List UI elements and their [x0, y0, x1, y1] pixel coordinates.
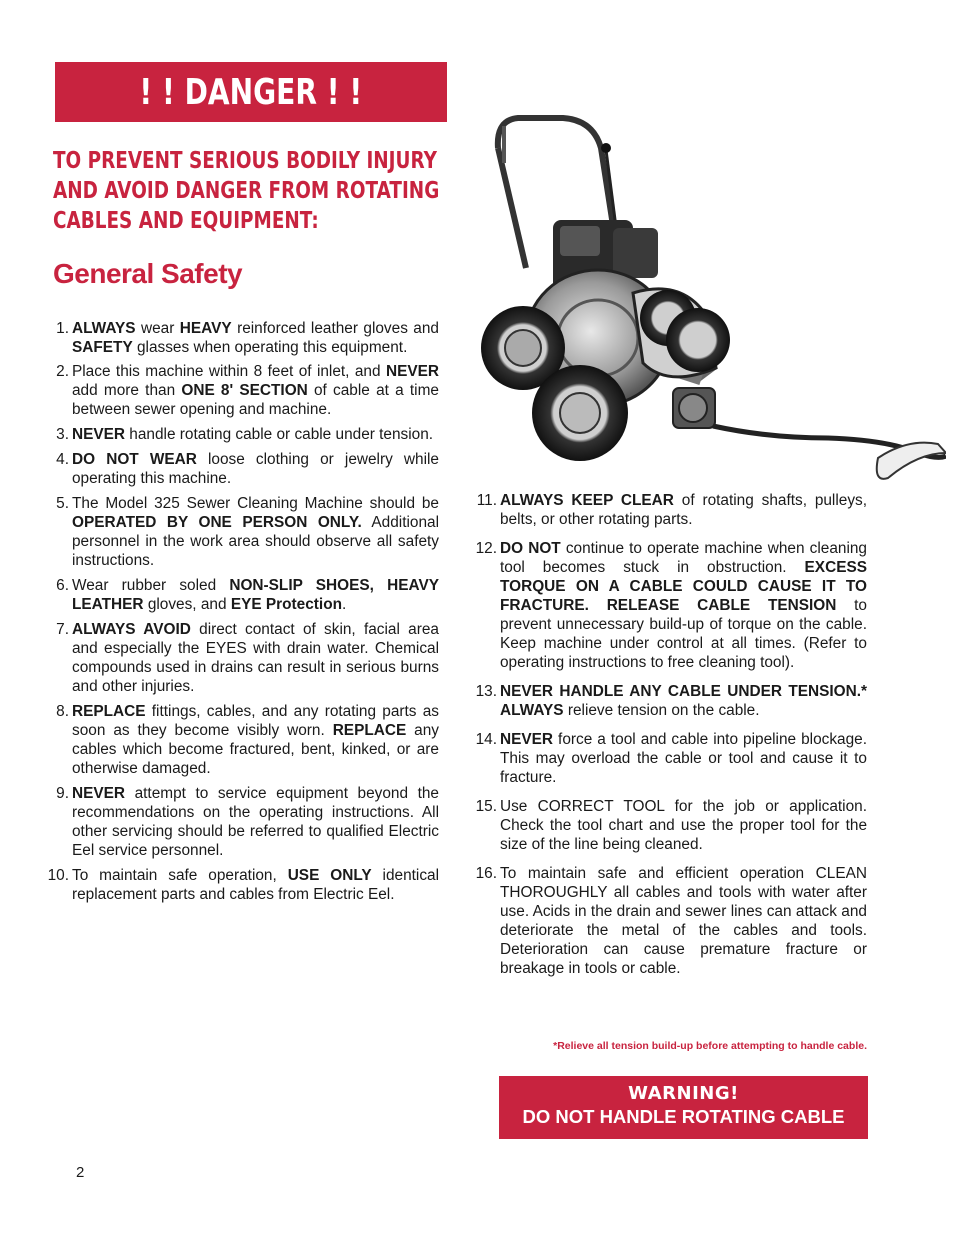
- rule-emphasis: ALWAYS KEEP CLEAR: [500, 492, 674, 509]
- safety-rule: [475, 730, 867, 787]
- rule-number: 12.: [475, 540, 497, 557]
- rule-number: 2.: [56, 363, 69, 380]
- rule-emphasis: EYE Protection: [230, 596, 343, 613]
- prevent-heading-line: AND AVOID DANGER FROM ROTATING: [53, 178, 440, 204]
- warning-title: WARNING!: [628, 1083, 739, 1104]
- rule-number: 13.: [475, 683, 497, 700]
- rule-number: 11.: [476, 492, 497, 509]
- footnote: *Relieve all tension build-up before attempting to handle cable.: [553, 1040, 867, 1052]
- safety-rules-right: [475, 491, 867, 978]
- rule-emphasis: REPLACE: [72, 703, 146, 720]
- rule-number: 9.: [56, 785, 69, 802]
- rule-emphasis: ALWAYS AVOID: [72, 621, 191, 638]
- rule-text: Wear rubber soled NON-SLIP SHOES, HEAVY LEATHER gloves, and EYE Protection.: [72, 577, 439, 613]
- safety-rule: [475, 682, 867, 720]
- safety-rule: [56, 319, 439, 357]
- rule-number: 14.: [475, 731, 497, 748]
- page-number: 2: [76, 1164, 85, 1181]
- rule-emphasis: USE ONLY: [287, 867, 372, 884]
- rule-text: NEVER handle rotating cable or cable under tension.: [72, 426, 434, 443]
- rule-number: 8.: [56, 703, 69, 720]
- rule-emphasis: NON-SLIP SHOES, HEAVY LEATHER: [72, 577, 439, 613]
- warning-box: [499, 1076, 868, 1139]
- rule-number: 3.: [56, 426, 69, 443]
- rule-text: ALWAYS KEEP CLEAR of rotating shafts, pulleys, belts, or other rotating parts.: [500, 492, 867, 528]
- rule-number: 16.: [475, 865, 497, 882]
- prevent-heading-line: CABLES AND EQUIPMENT:: [53, 208, 319, 234]
- rule-number: 4.: [56, 451, 69, 468]
- rule-emphasis: ONE 8' SECTION: [181, 382, 308, 399]
- rule-text: DO NOT WEAR loose clothing or jewelry while operating this machine.: [72, 451, 439, 487]
- rule-emphasis: REPLACE: [332, 722, 407, 739]
- safety-rule: [47, 866, 440, 904]
- rule-text: NEVER force a tool and cable into pipeline blockage. This may overload the cable or tool and cause it to fracture.: [500, 731, 867, 786]
- rule-text: To maintain safe and efficient operation CLEAN THOROUGHLY all cables and tools with water after use. Acids in the drain and sewer lines can attack and deteriorate the metal of the cables and tools. Deterioration can cause premature fracture or breakage in tools or cable.: [500, 865, 867, 977]
- rule-number: 10.: [47, 867, 69, 884]
- rule-emphasis: NEVER HANDLE ANY CABLE UNDER TENSION.* ALWAYS: [500, 683, 867, 719]
- rule-number: 1.: [56, 320, 69, 337]
- safety-rule: [56, 450, 439, 488]
- safety-rule: [56, 576, 439, 614]
- section-title: General Safety: [53, 258, 243, 289]
- safety-rule: [475, 797, 867, 854]
- safety-rule: [476, 491, 867, 529]
- rule-number: 15.: [475, 798, 497, 815]
- machine-illustration: [468, 108, 946, 498]
- prevent-heading-line: TO PREVENT SERIOUS BODILY INJURY: [53, 148, 437, 174]
- rule-text: Use CORRECT TOOL for the job or application. Check the tool chart and use the proper tool for the size of the line being cleaned.: [500, 798, 867, 853]
- rule-text: REPLACE fittings, cables, and any rotating parts as soon as they become visibly worn. REPLACE any cables which become fractured, bent, kinked, or are otherwise damaged.: [72, 703, 439, 777]
- prevent-heading: [53, 146, 473, 236]
- rule-text: Place this machine within 8 feet of inlet, and NEVER add more than ONE 8' SECTION of cable at a time between sewer opening and machine.: [72, 363, 439, 418]
- safety-rule: [475, 539, 867, 672]
- rule-text: NEVER HANDLE ANY CABLE UNDER TENSION.* ALWAYS relieve tension on the cable.: [500, 683, 867, 719]
- safety-rule: [56, 362, 439, 419]
- rule-text: ALWAYS wear HEAVY reinforced leather gloves and SAFETY glasses when operating this equipment.: [72, 320, 439, 356]
- rule-number: 7.: [56, 621, 69, 638]
- rule-text: DO NOT continue to operate machine when cleaning tool becomes stuck in obstruction. EXCESS TORQUE ON A CABLE COULD CAUSE IT TO FRACTURE. RELEASE CABLE TENSION to prevent unnecessary build-up of torque on the cable. Keep machine under control at all times. (Refer to operating instructions to free cleaning tool).: [500, 540, 867, 671]
- rule-emphasis: NEVER: [72, 426, 126, 443]
- rule-text: To maintain safe operation, USE ONLY identical replacement parts and cables from Electric Eel.: [72, 867, 440, 903]
- rule-emphasis: DO NOT: [500, 540, 561, 557]
- safety-rule: [56, 620, 439, 696]
- rule-emphasis: HEAVY: [179, 320, 232, 337]
- rule-emphasis: OPERATED BY ONE PERSON ONLY.: [72, 514, 362, 531]
- rule-number: 5.: [56, 495, 69, 512]
- rule-text: NEVER attempt to service equipment beyond the recommendations on the operating instructions. All other servicing should be referred to qualified Electric Eel service personnel.: [72, 785, 439, 859]
- rule-number: 6.: [56, 577, 69, 594]
- safety-rule: [56, 425, 439, 444]
- rule-emphasis: ALWAYS: [72, 320, 136, 337]
- safety-rule: [56, 702, 439, 778]
- rule-emphasis: NEVER: [500, 731, 554, 748]
- danger-banner: [55, 62, 447, 122]
- rule-emphasis: SAFETY: [72, 339, 133, 356]
- safety-rule: [56, 784, 439, 860]
- rule-text: ALWAYS AVOID direct contact of skin, facial area and especially the EYES with drain water. Chemical compounds used in drains can result in serious burns and other injuries.: [72, 621, 439, 695]
- rule-emphasis: NEVER: [72, 785, 126, 802]
- rule-emphasis: DO NOT WEAR: [72, 451, 197, 468]
- safety-rule: [475, 864, 867, 978]
- rule-emphasis: NEVER: [385, 363, 439, 380]
- safety-rule: [56, 494, 439, 570]
- warning-message: DO NOT HANDLE ROTATING CABLE: [522, 1106, 845, 1127]
- rule-text: The Model 325 Sewer Cleaning Machine should be OPERATED BY ONE PERSON ONLY. Additional personnel in the work area should observe all safety instructions.: [72, 495, 439, 569]
- safety-rules-left: [47, 319, 440, 904]
- rule-emphasis: EXCESS TORQUE ON A CABLE COULD CAUSE IT TO FRACTURE. RELEASE CABLE TENSION: [500, 559, 867, 614]
- danger-title: ! ! DANGER ! !: [139, 71, 363, 113]
